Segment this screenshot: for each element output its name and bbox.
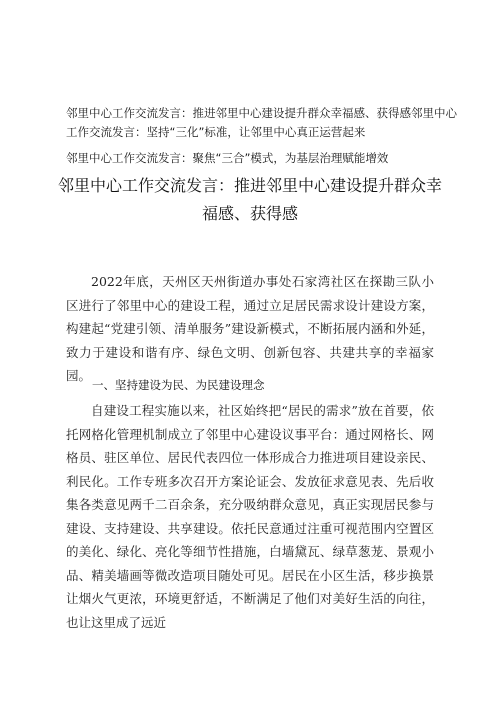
document-title <box>50 172 450 228</box>
toc-item-1[interactable]: 邻里中心工作交流发言：推进邻里中心建设提升群众幸福感、获得感邻里中心工作交流发言：坚持“三化”标准，让邻里中心真正运营起来 <box>66 106 457 139</box>
document-title-line-2: 福感、获得感 <box>201 204 298 223</box>
paragraph-section-1: 自建设工程实施以来，社区始终把“居民的需求”放在首要，依托网格化管理机制成立了邻里中心建设议事平台：通过网格长、网格员、驻区单位、居民代表四位一体形成合力推进项目建设亲民、利民化。工作专班多次召开方案论证会、发放征求意见表、先后收集各类意见两千二百余条，充分吸纳群众意见，真正实现居民参与建设、支持建设、共享建设。依托民意通过注重可视范围内空置区的美化、绿化、亮化等细节性措施，白墙黛瓦、绿草葱茏、景观小品、精美墙画等微改造项目随处可见。居民在小区生活，移步换景让烟火气更浓，环境更舒适，不断满足了他们对美好生活的向往，也让这里成了远近 <box>66 403 434 630</box>
document-title-line-1: 邻里中心工作交流发言：推进邻里中心建设提升群众幸 <box>57 176 442 195</box>
paragraph-intro: 2022年底，天州区天州街道办事处石家湾社区在探勘三队小区进行了邻里中心的建设工程，通过立足居民需求设计建设方案，构建起“党建引领、清单服务”建设新模式，不断拓展内涵和外延，致力于建设和谐有序、绿色文明、创新包容、共建共享的幸福家园。 <box>66 274 434 383</box>
toc-item-2[interactable]: 邻里中心工作交流发言：聚焦“三合”模式，为基层治理赋能增效 <box>66 151 389 165</box>
section-heading-1: 一、坚持建设为民、为民建设理念 <box>92 378 265 392</box>
